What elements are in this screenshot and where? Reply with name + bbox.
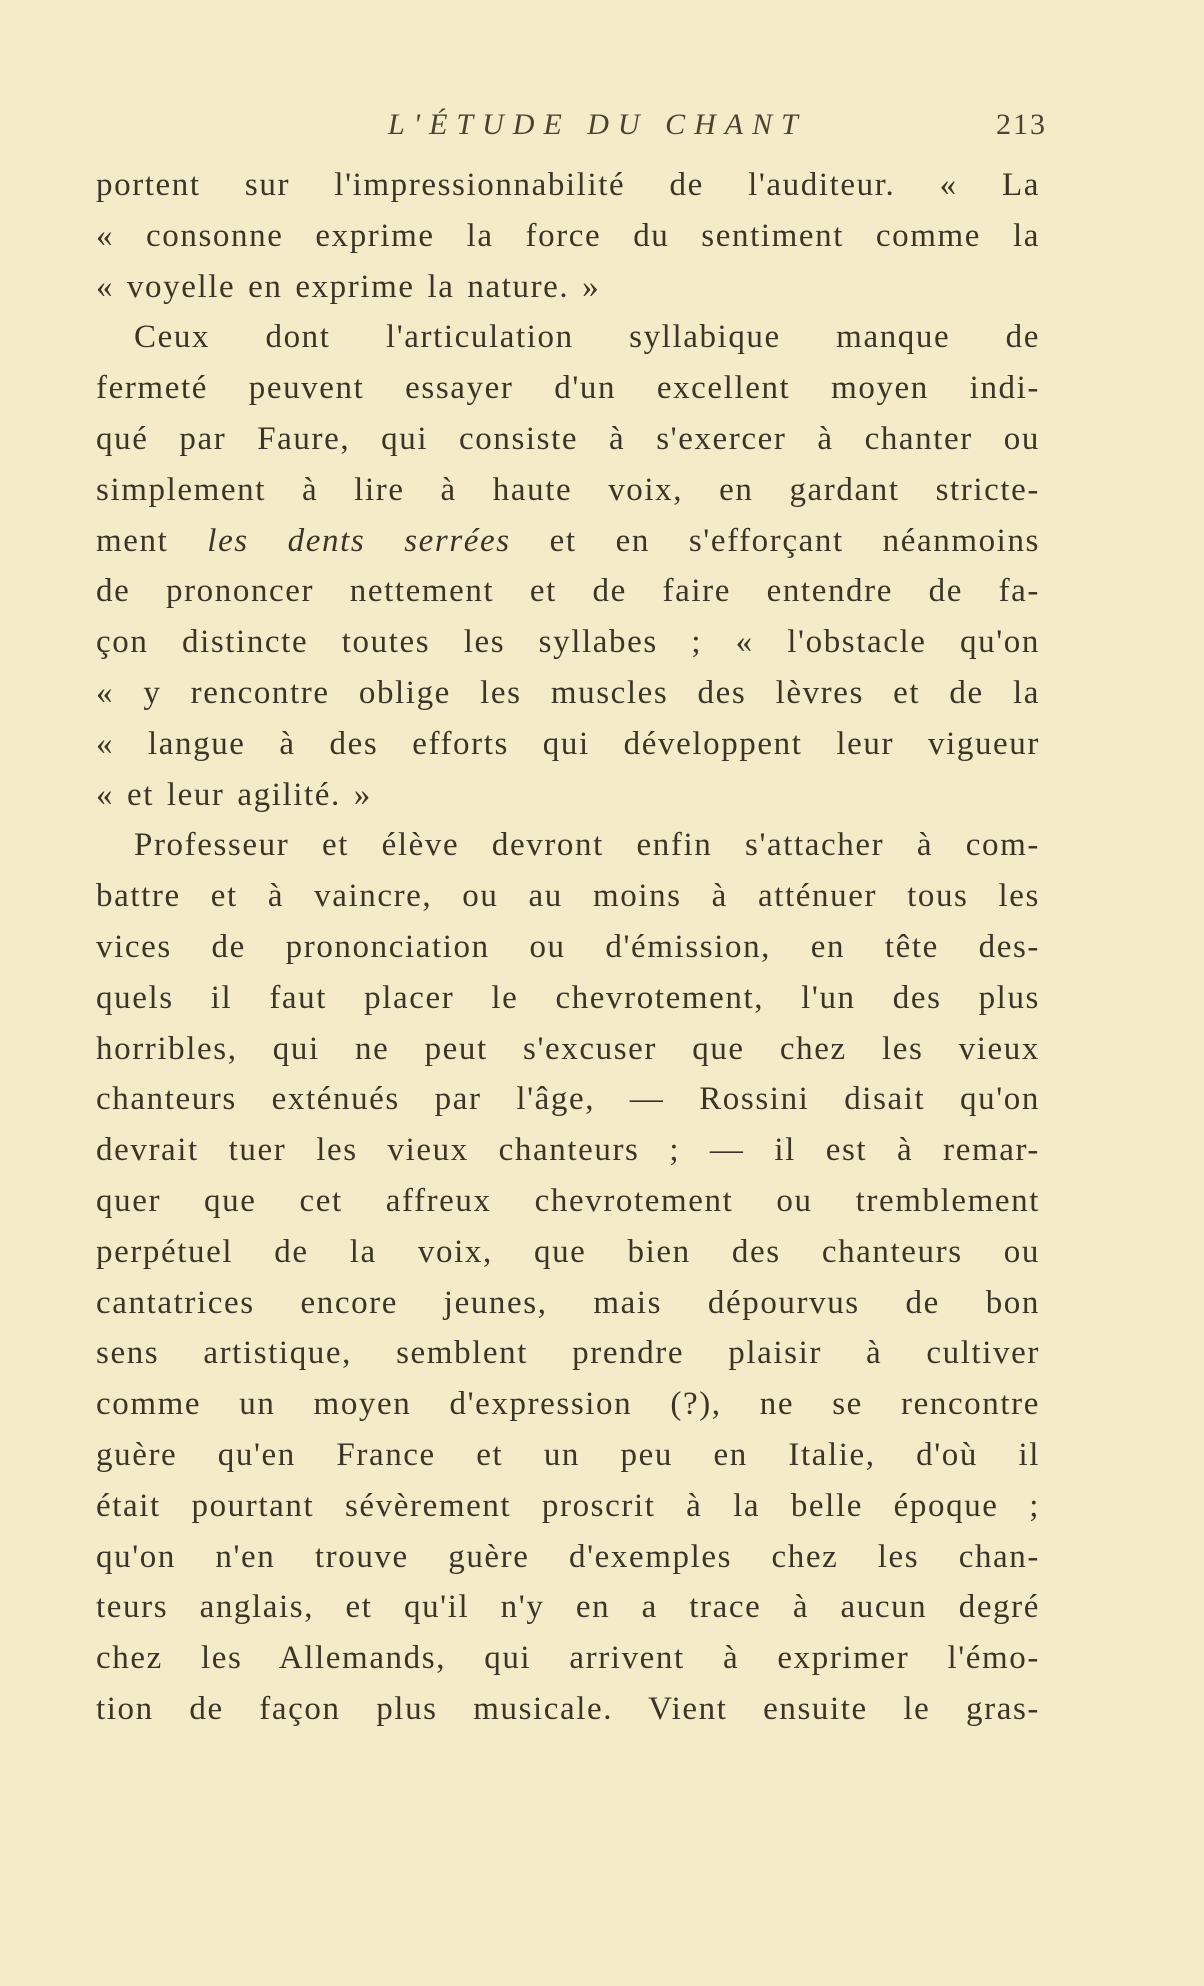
text-line: vices de prononciation ou d'émission, en tête des- bbox=[96, 928, 1040, 965]
text-line: sens artistique, semblent prendre plaisir à cultiver bbox=[96, 1335, 1040, 1372]
text-line: fermeté peuvent essayer d'un excellent moyen indi- bbox=[96, 370, 1040, 407]
text-line-with-italic bbox=[96, 516, 1040, 567]
text-line: Professeur et élève devront enfin s'attacher à com- bbox=[134, 827, 1040, 864]
text-line: Ceux dont l'articulation syllabique manque de bbox=[134, 319, 1040, 356]
text-line: « et leur agilité. » bbox=[96, 776, 372, 813]
text-segment: ment bbox=[96, 522, 208, 559]
text-line: tion de façon plus musicale. Vient ensuite le gras- bbox=[96, 1690, 1040, 1727]
text-line: simplement à lire à haute voix, en gardant stricte- bbox=[96, 471, 1040, 508]
body-text bbox=[96, 160, 1040, 1735]
text-line: horribles, qui ne peut s'excuser que chez les vieux bbox=[96, 1030, 1040, 1067]
running-title: L'ÉTUDE DU CHANT bbox=[388, 108, 807, 141]
text-line: « langue à des efforts qui développent leur vigueur bbox=[96, 725, 1040, 762]
text-line: chanteurs exténués par l'âge, — Rossini disait qu'on bbox=[96, 1081, 1040, 1118]
text-line: cantatrices encore jeunes, mais dépourvus de bon bbox=[96, 1284, 1040, 1321]
text-line: comme un moyen d'expression (?), ne se rencontre bbox=[96, 1386, 1040, 1423]
text-line: portent sur l'impressionnabilité de l'auditeur. « La bbox=[96, 167, 1040, 203]
text-segment: et en s'efforçant néanmoins bbox=[510, 522, 1040, 559]
text-line: « y rencontre oblige les muscles des lèvres et de la bbox=[96, 674, 1040, 711]
text-line: quels il faut placer le chevrotement, l'un des plus bbox=[96, 979, 1040, 1016]
text-line: quer que cet affreux chevrotement ou tremblement bbox=[96, 1182, 1040, 1219]
text-line: qué par Faure, qui consiste à s'exercer à chanter ou bbox=[96, 420, 1040, 457]
text-line: devrait tuer les vieux chanteurs ; — il est à remar- bbox=[96, 1132, 1040, 1169]
running-head bbox=[0, 108, 1204, 148]
italic-phrase: les dents serrées bbox=[207, 522, 511, 559]
text-line: « voyelle en exprime la nature. » bbox=[96, 268, 601, 305]
text-line: « consonne exprime la force du sentiment comme la bbox=[96, 217, 1040, 254]
text-line: de prononcer nettement et de faire entendre de fa- bbox=[96, 573, 1040, 610]
text-line: guère qu'en France et un peu en Italie, d'où il bbox=[96, 1436, 1040, 1473]
text-line: çon distincte toutes les syllabes ; « l'obstacle qu'on bbox=[96, 624, 1040, 661]
page-number: 213 bbox=[996, 108, 1047, 141]
text-line: qu'on n'en trouve guère d'exemples chez les chan- bbox=[96, 1538, 1040, 1575]
text-line: teurs anglais, et qu'il n'y en a trace à aucun degré bbox=[96, 1589, 1040, 1626]
text-line: était pourtant sévèrement proscrit à la belle époque ; bbox=[96, 1487, 1040, 1524]
text-line: chez les Allemands, qui arrivent à exprimer l'émo- bbox=[96, 1640, 1040, 1677]
text-line: perpétuel de la voix, que bien des chanteurs ou bbox=[96, 1233, 1040, 1270]
text-line: battre et à vaincre, ou au moins à atténuer tous les bbox=[96, 878, 1040, 915]
